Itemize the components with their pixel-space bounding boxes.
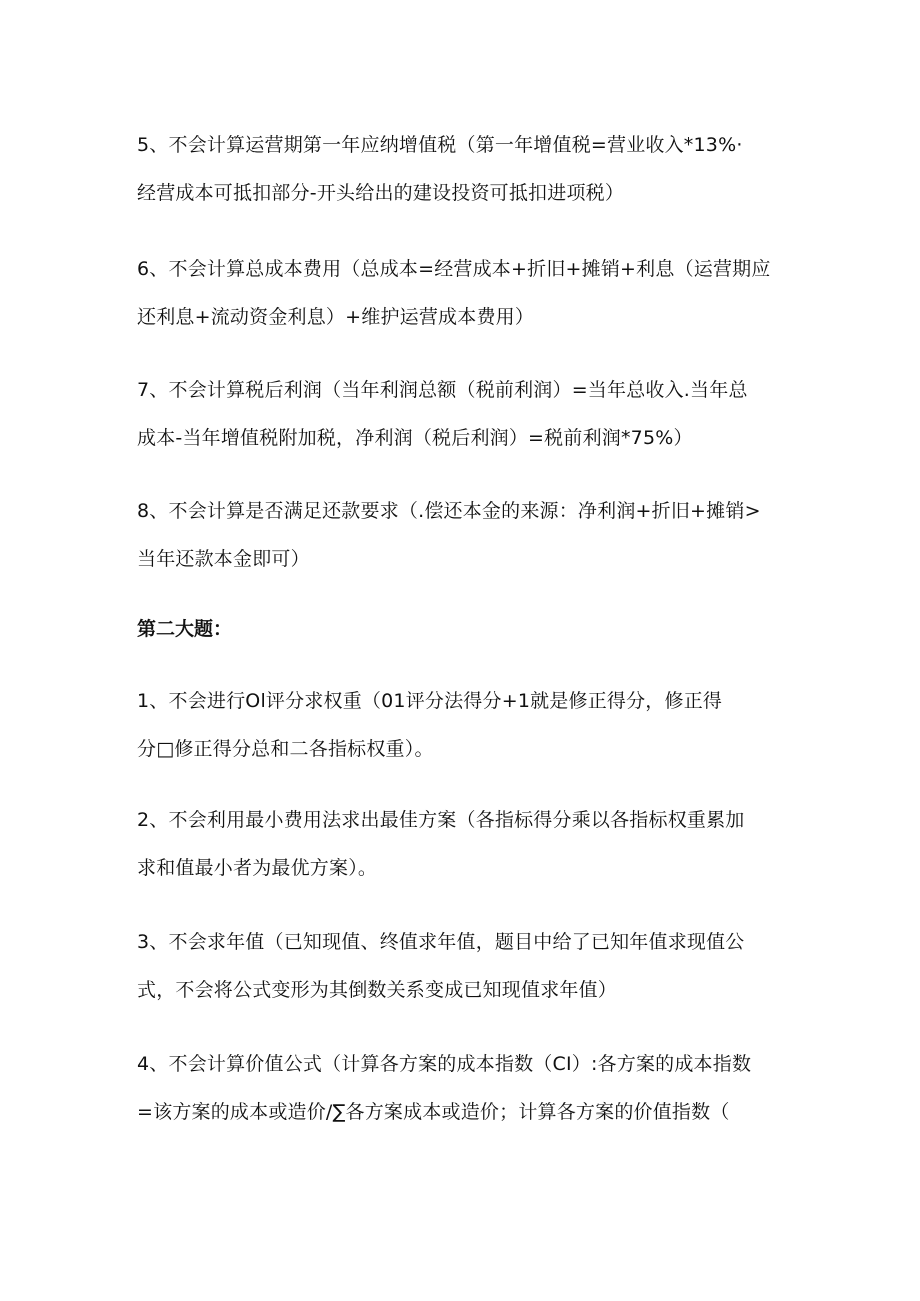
item-6-paragraph: [137, 245, 797, 341]
question-4-line-1: 4、不会计算价值公式（计算各方案的成本指数（CI）:各方案的成本指数: [137, 1053, 752, 1075]
item-8-paragraph: [137, 487, 797, 583]
item-8-line-1: 8、不会计算是否满足还款要求（.偿还本金的来源：净利润+折旧+摊销>: [137, 500, 761, 522]
question-2-line-2: 求和值最小者为最优方案）。: [137, 857, 378, 879]
question-3-paragraph: [137, 918, 797, 1014]
item-7-paragraph: [137, 366, 797, 462]
question-1-line-2: 分□修正得分总和二各指标权重）。: [137, 738, 434, 760]
item-5-paragraph: [137, 121, 797, 217]
item-5-line-2: 经营成本可抵扣部分-开头给出的建设投资可抵扣进项税）: [137, 182, 625, 204]
question-2-line-1: 2、不会利用最小费用法求出最佳方案（各指标得分乘以各指标权重累加: [137, 809, 745, 831]
section-two-heading: 第二大题：: [137, 618, 233, 640]
question-1-paragraph: [137, 677, 797, 773]
question-3-line-1: 3、不会求年值（已知现值、终值求年值，题目中给了已知年值求现值公: [137, 931, 745, 953]
item-8-line-2: 当年还款本金即可）: [137, 548, 310, 570]
question-1-line-1: 1、不会进行Ol评分求权重（01评分法得分+1就是修正得分，修正得: [137, 690, 723, 712]
item-6-line-2: 还利息+流动资金利息）+维护运营成本费用）: [137, 306, 535, 328]
item-5-line-1: 5、不会计算运营期第一年应纳增值税（第一年增值税=营业收入*13%·: [137, 134, 743, 156]
question-4-paragraph: [137, 1040, 797, 1136]
item-7-line-2: 成本-当年增值税附加税，净利润（税后利润）=税前利润*75%）: [137, 427, 693, 449]
question-2-paragraph: [137, 796, 797, 892]
item-7-line-1: 7、不会计算税后利润（当年利润总额（税前利润）=当年总收入.当年总: [137, 379, 748, 401]
question-3-line-2: 式，不会将公式变形为其倒数关系变成已知现值求年值）: [137, 979, 618, 1001]
item-6-line-1: 6、不会计算总成本费用（总成本=经营成本+折旧+摊销+利息（运营期应: [137, 258, 771, 280]
question-4-line-2: =该方案的成本或造价/∑各方案成本或造价；计算各方案的价值指数（: [137, 1101, 730, 1123]
